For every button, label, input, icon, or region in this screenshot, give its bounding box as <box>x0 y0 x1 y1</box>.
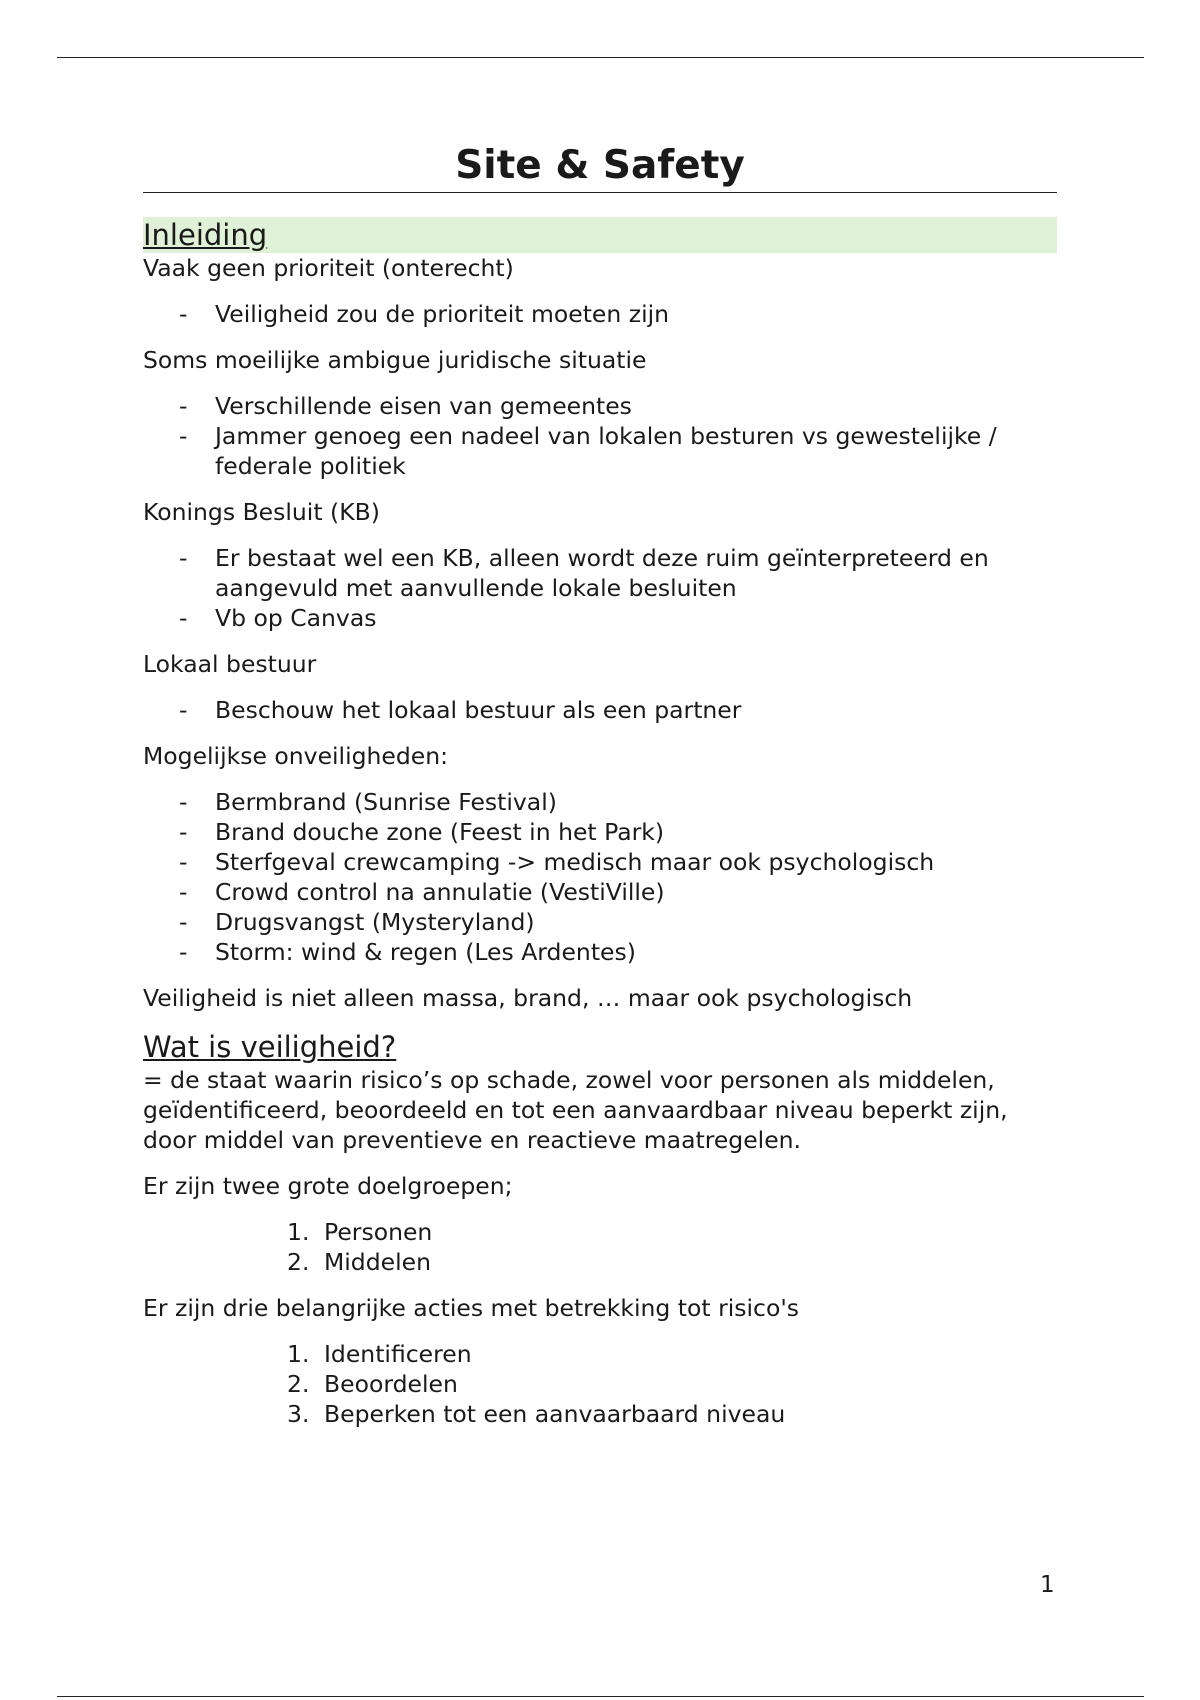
dash-marker: - <box>179 938 188 966</box>
list-item-text: Er bestaat wel een KB, alleen wordt deze ruim geïnterpreteerd en aangevuld met aanvullende lokale besluiten <box>215 544 989 602</box>
list-item-text: Personen <box>324 1218 433 1246</box>
list-item-text: Beoordelen <box>324 1370 458 1398</box>
list-item <box>143 1399 1057 1429</box>
bullet-list <box>143 391 1057 481</box>
paragraph: Vaak geen prioriteit (onterecht) <box>143 254 514 282</box>
paragraph: Soms moeilijke ambigue juridische situatie <box>143 346 647 374</box>
dash-marker: - <box>179 422 188 450</box>
dash-marker: - <box>179 878 188 906</box>
number-marker: 1. <box>287 1218 310 1246</box>
list-item <box>143 695 1057 725</box>
paragraph: Lokaal bestuur <box>143 650 317 678</box>
number-marker: 2. <box>287 1248 310 1276</box>
page-title: Site & Safety <box>143 140 1057 193</box>
list-item <box>143 1339 1057 1369</box>
numbered-list <box>143 1217 1057 1277</box>
list-item <box>143 877 1057 907</box>
list-item <box>143 787 1057 817</box>
list-item <box>143 1247 1057 1277</box>
bullet-list <box>143 299 1057 329</box>
list-item <box>143 907 1057 937</box>
list-item <box>143 847 1057 877</box>
dash-marker: - <box>179 908 188 936</box>
paragraph: Mogelijkse onveiligheden: <box>143 742 449 770</box>
heading-wat-is-veiligheid: Wat is veiligheid? <box>143 1030 397 1064</box>
dash-marker: - <box>179 696 188 724</box>
list-item-text: Middelen <box>324 1248 431 1276</box>
list-item <box>143 1369 1057 1399</box>
list-item-text: Vb op Canvas <box>215 604 377 632</box>
bullet-list <box>143 695 1057 725</box>
list-item-text: Veiligheid zou de prioriteit moeten zijn <box>215 300 670 328</box>
header-rule <box>57 57 1144 58</box>
dash-marker: - <box>179 544 188 572</box>
list-item <box>143 603 1057 633</box>
list-item <box>143 543 1057 603</box>
list-item <box>143 1217 1057 1247</box>
bullet-list <box>143 543 1057 633</box>
dash-marker: - <box>179 848 188 876</box>
list-item-text: Identificeren <box>324 1340 472 1368</box>
page-number: 1 <box>1040 1572 1055 1598</box>
dash-marker: - <box>179 788 188 816</box>
dash-marker: - <box>179 392 188 420</box>
list-item-text: Crowd control na annulatie (VestiVille) <box>215 878 665 906</box>
list-item <box>143 937 1057 967</box>
paragraph: Er zijn drie belangrijke acties met betrekking tot risico's <box>143 1294 800 1322</box>
list-item-text: Beschouw het lokaal bestuur als een partner <box>215 696 742 724</box>
bullet-list <box>143 787 1057 967</box>
list-item <box>143 421 1057 481</box>
dash-marker: - <box>179 604 188 632</box>
list-item <box>143 817 1057 847</box>
paragraph: Veiligheid is niet alleen massa, brand, … maar ook psychologisch <box>143 984 913 1012</box>
number-marker: 2. <box>287 1370 310 1398</box>
list-item-text: Beperken tot een aanvaarbaard niveau <box>324 1400 786 1428</box>
list-item-text: Verschillende eisen van gemeentes <box>215 392 632 420</box>
list-item-text: Storm: wind & regen (Les Ardentes) <box>215 938 636 966</box>
numbered-list <box>143 1339 1057 1429</box>
definition-paragraph: = de staat waarin risico’s op schade, zowel voor personen als middelen, geïdentificeerd, beoordeeld en tot een aanvaardbaar niveau beperkt zijn, door middel van preventieve en reactieve maatregelen. <box>143 1066 1008 1154</box>
list-item-text: Sterfgeval crewcamping -> medisch maar ook psychologisch <box>215 848 935 876</box>
document-body <box>143 140 1057 1445</box>
list-item-text: Drugsvangst (Mysteryland) <box>215 908 535 936</box>
number-marker: 3. <box>287 1400 310 1428</box>
list-item <box>143 299 1057 329</box>
footer-rule <box>57 1696 1144 1697</box>
number-marker: 1. <box>287 1340 310 1368</box>
dash-marker: - <box>179 300 188 328</box>
list-item-text: Jammer genoeg een nadeel van lokalen besturen vs gewestelijke / federale politiek <box>215 422 997 480</box>
list-item <box>143 391 1057 421</box>
heading-inleiding: Inleiding <box>143 217 1057 253</box>
list-item-text: Brand douche zone (Feest in het Park) <box>215 818 665 846</box>
list-item-text: Bermbrand (Sunrise Festival) <box>215 788 557 816</box>
dash-marker: - <box>179 818 188 846</box>
paragraph: Konings Besluit (KB) <box>143 498 380 526</box>
paragraph: Er zijn twee grote doelgroepen; <box>143 1172 513 1200</box>
